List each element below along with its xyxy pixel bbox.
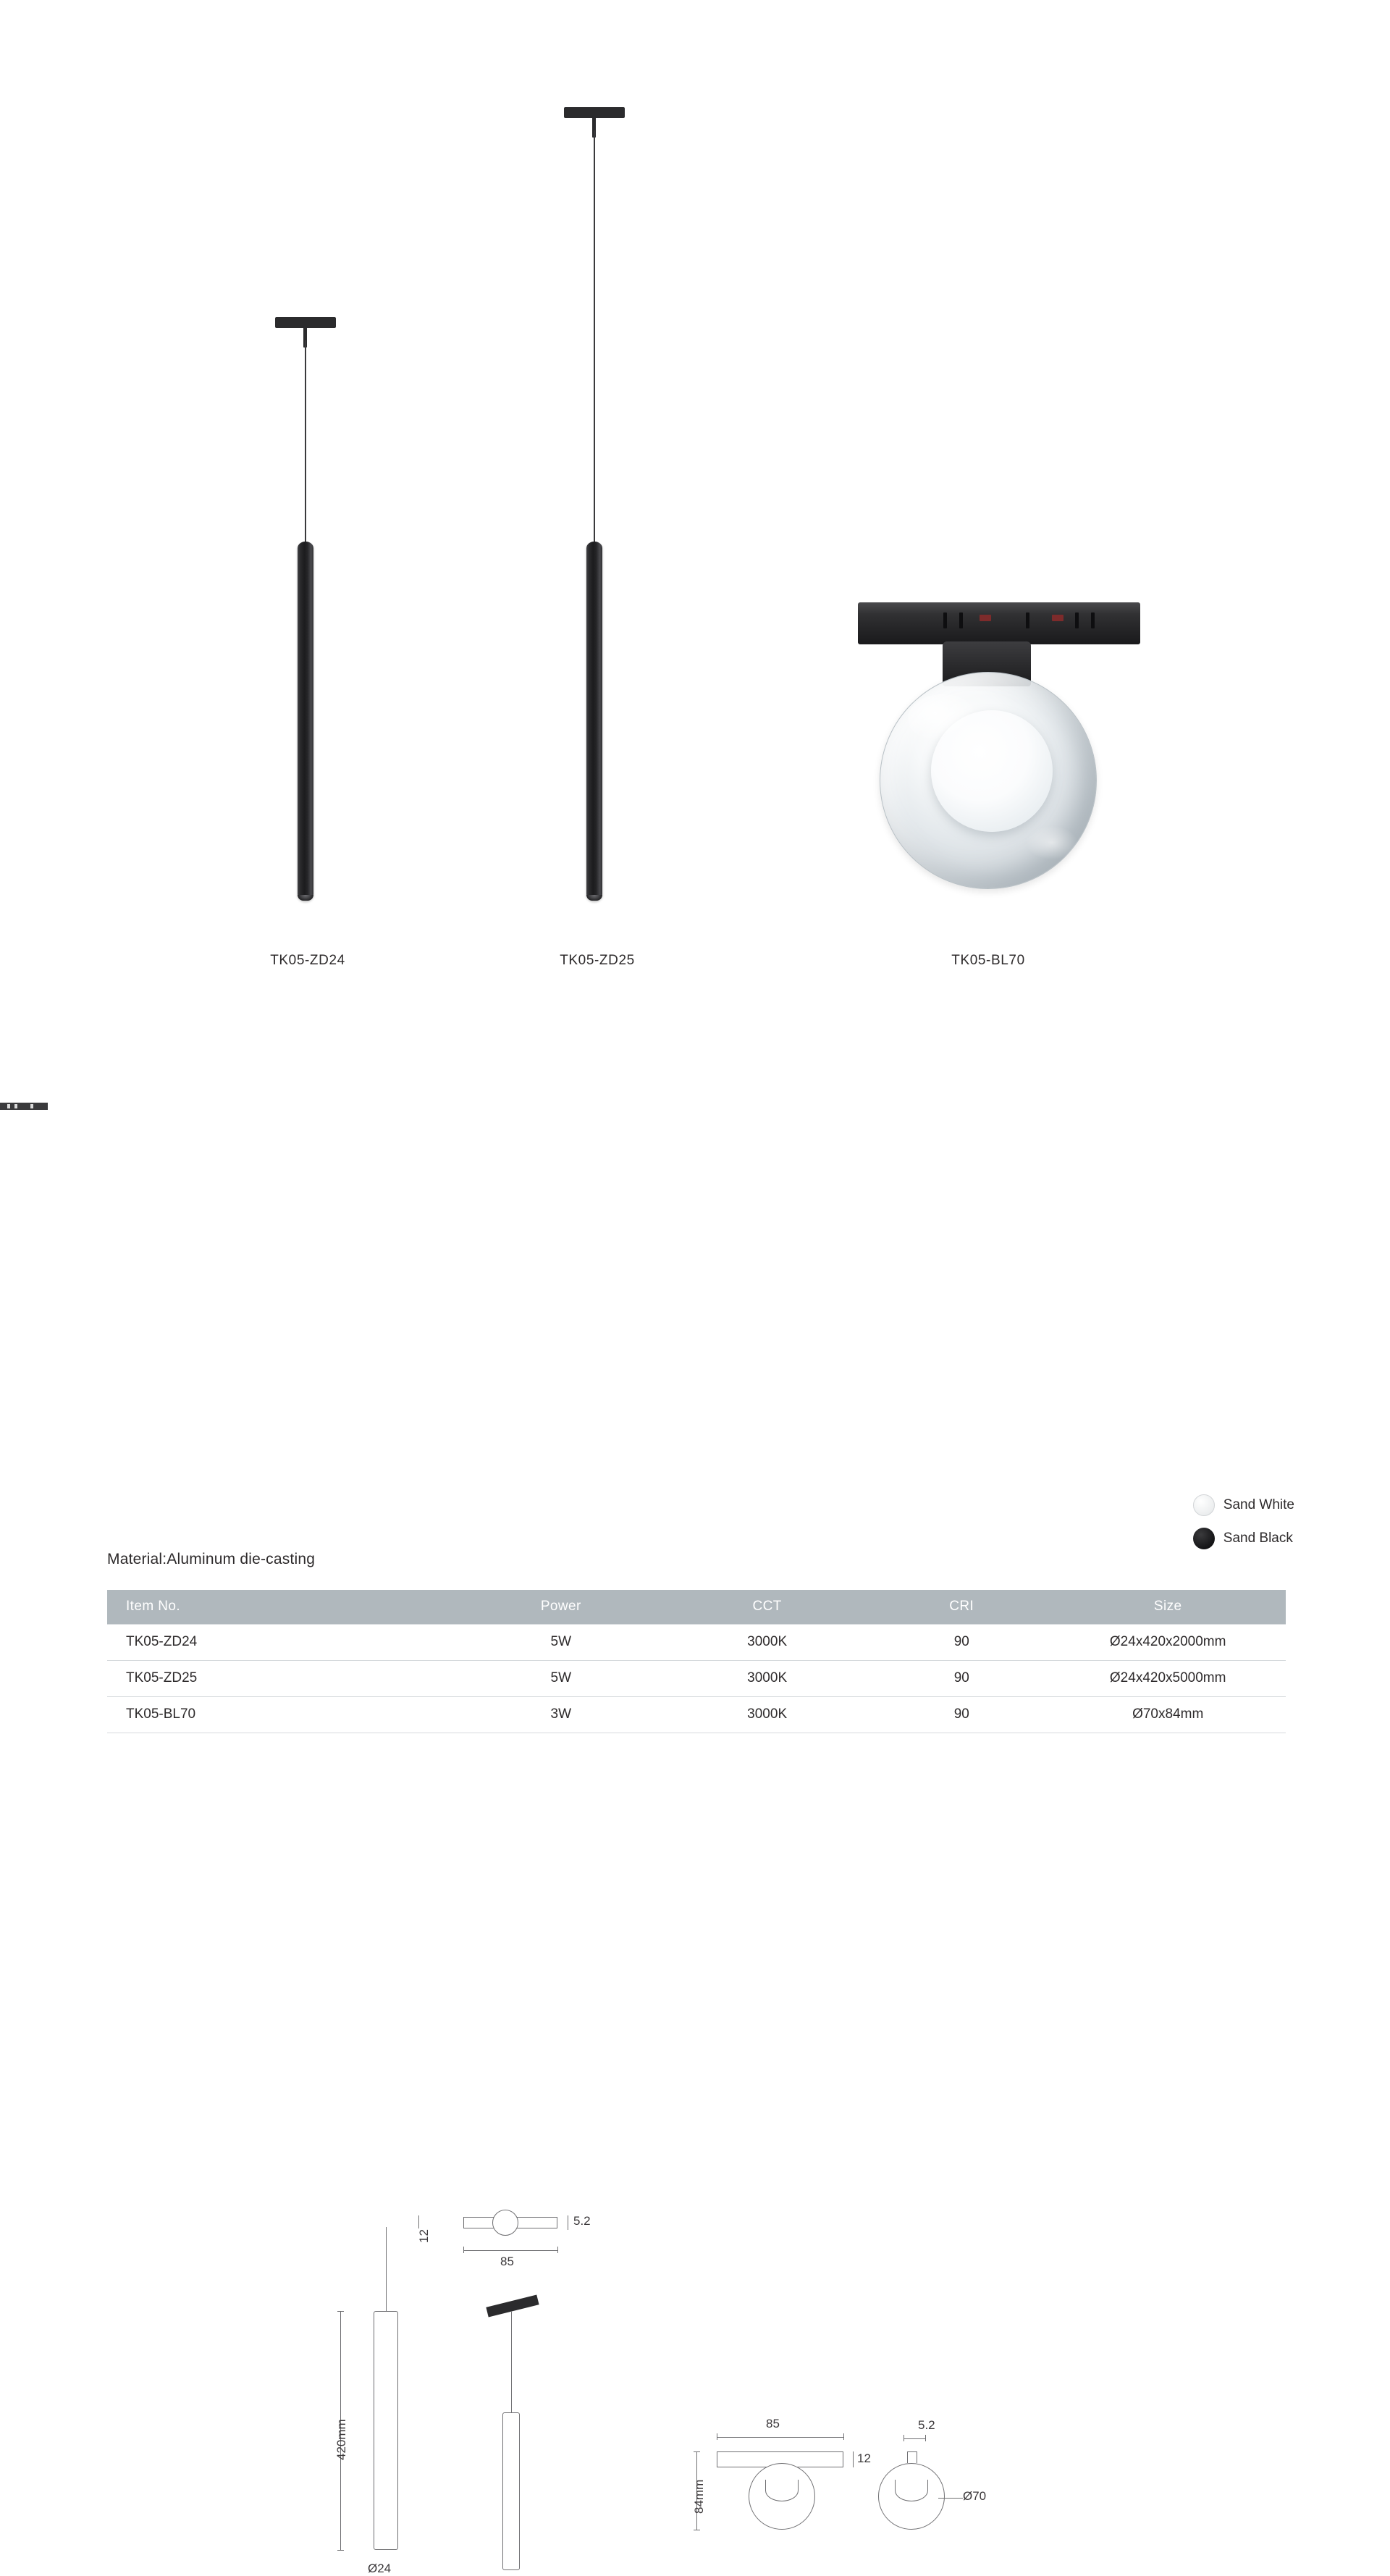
cell-item: TK05-ZD25	[107, 1660, 460, 1696]
finish-sand-black	[1193, 1528, 1294, 1549]
material-note: Material:Aluminum die-casting	[107, 1551, 316, 1567]
finish-label: Sand White	[1223, 1497, 1294, 1512]
dim-line	[853, 2451, 854, 2467]
track-slot	[1091, 613, 1095, 628]
cell-cri: 90	[873, 1660, 1050, 1696]
finish-sand-white	[1193, 1494, 1294, 1516]
cell-item: TK05-BL70	[107, 1696, 460, 1733]
drawing-cable	[386, 2227, 387, 2311]
globe-highlight	[908, 694, 977, 742]
track-contact	[980, 615, 991, 621]
dim-globe-diameter: Ø70	[963, 2489, 987, 2503]
track-slot	[943, 613, 947, 628]
track-slot	[1026, 613, 1029, 628]
track-contact	[1052, 615, 1063, 621]
drawing-pendant-tube-side	[502, 2412, 520, 2570]
suspension-cable	[305, 340, 306, 543]
drawing-track-side	[486, 2294, 539, 2317]
cell-power: 3W	[460, 1696, 661, 1733]
table-header-cri: CRI	[873, 1590, 1050, 1624]
dim-pendant-diameter: Ø24	[368, 2562, 392, 2575]
swatch-circle-icon	[1193, 1494, 1215, 1516]
product-photo-row	[0, 0, 1390, 1014]
drawing-globe-inner-side	[895, 2480, 928, 2501]
dim-leader	[938, 2498, 963, 2499]
dim-track-height: 12	[417, 2229, 431, 2243]
table-header-item: Item No.	[107, 1590, 460, 1624]
drawing-track-circle	[492, 2210, 518, 2236]
drawing-cable-side	[511, 2311, 512, 2414]
cell-cct: 3000K	[661, 1624, 873, 1660]
pendant-tube	[586, 542, 602, 901]
finish-label: Sand Black	[1223, 1531, 1293, 1546]
dim-tick	[843, 2433, 844, 2440]
dim-tick	[694, 2451, 700, 2452]
dim-globe-base-width: 85	[766, 2417, 780, 2430]
cell-cct: 3000K	[661, 1696, 873, 1733]
dim-tick	[557, 2247, 558, 2253]
drawing-globe-inner	[765, 2480, 799, 2501]
specification-table	[107, 1590, 1286, 1733]
cell-cri: 90	[873, 1696, 1050, 1733]
table-row	[107, 1660, 1286, 1696]
globe-highlight	[1027, 826, 1077, 859]
dim-line	[418, 2215, 419, 2228]
finish-options	[1193, 1494, 1294, 1561]
cell-size: Ø24x420x2000mm	[1050, 1624, 1286, 1660]
glass-globe-diffuser	[880, 672, 1097, 889]
track-slot	[959, 613, 963, 628]
dim-tick	[463, 2247, 464, 2253]
cell-item: TK05-ZD24	[107, 1624, 460, 1660]
table-header-row	[107, 1590, 1286, 1624]
caption-tk05-zd25: TK05-ZD25	[560, 953, 635, 968]
cell-power: 5W	[460, 1660, 661, 1696]
drawing-globe-stem-side	[907, 2451, 917, 2463]
swatch-circle-icon	[1193, 1528, 1215, 1549]
caption-tk05-zd24: TK05-ZD24	[270, 953, 345, 968]
cell-cri: 90	[873, 1624, 1050, 1660]
dim-line	[904, 2438, 925, 2439]
table-header-power: Power	[460, 1590, 661, 1624]
magnetic-track-rail	[858, 602, 1140, 644]
cell-cct: 3000K	[661, 1660, 873, 1696]
table-header-cct: CCT	[661, 1590, 873, 1624]
table-row	[107, 1696, 1286, 1733]
dim-track-width: 85	[500, 2255, 514, 2268]
dim-track-depth: 5.2	[573, 2214, 591, 2228]
track-slot	[1075, 613, 1079, 628]
table-row	[107, 1624, 1286, 1660]
drawing-track-clip-top	[0, 1100, 48, 1112]
dim-line	[717, 2437, 843, 2438]
dim-line	[463, 2250, 557, 2251]
table-header-size: Size	[1050, 1590, 1286, 1624]
cell-size: Ø70x84mm	[1050, 1696, 1286, 1733]
pendant-tube	[298, 542, 313, 901]
cell-power: 5W	[460, 1624, 661, 1660]
dim-pendant-height: 420mm	[334, 2419, 348, 2460]
dim-globe-base-height: 12	[857, 2451, 871, 2465]
caption-tk05-bl70: TK05-BL70	[951, 953, 1025, 968]
dim-tick	[337, 2550, 344, 2551]
suspension-cable	[594, 130, 595, 543]
cell-size: Ø24x420x5000mm	[1050, 1660, 1286, 1696]
dim-tick	[337, 2311, 344, 2312]
dim-globe-total-height: 84mm	[692, 2479, 706, 2514]
dim-tick	[925, 2435, 926, 2441]
drawing-pendant-tube	[374, 2311, 398, 2550]
dim-globe-depth: 5.2	[918, 2418, 935, 2432]
